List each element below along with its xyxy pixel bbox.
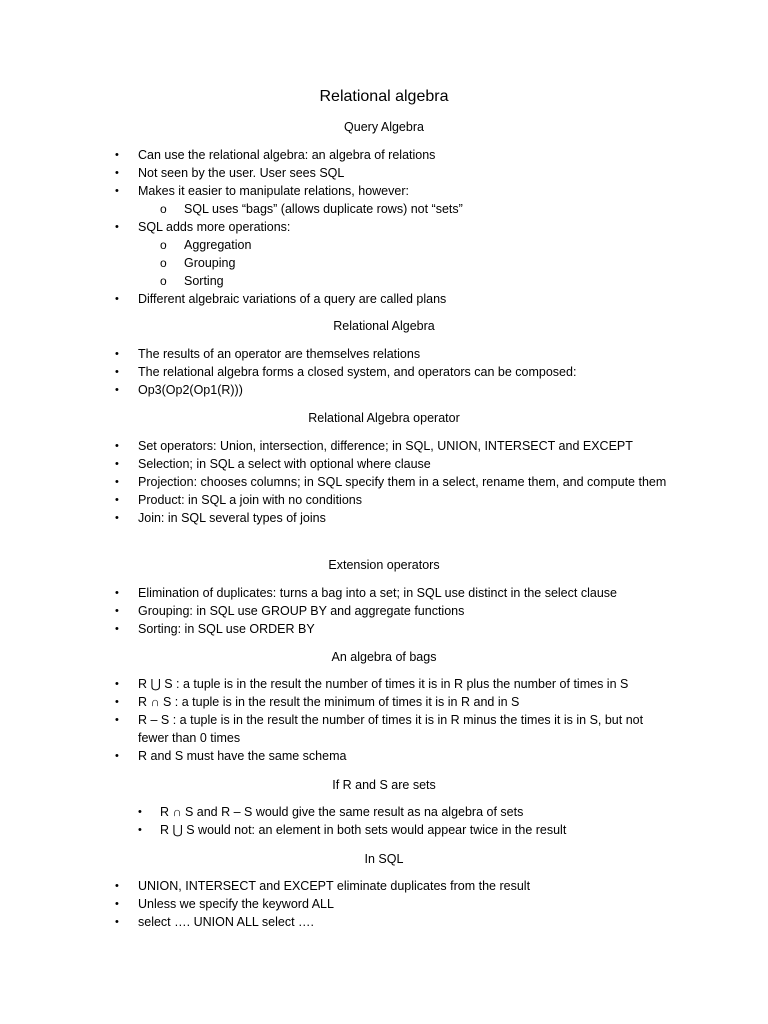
page-title: Relational algebra [319, 88, 449, 105]
list-item-text: R ⋃ S would not: an element in both sets would appear twice in the result [160, 823, 567, 837]
list-item [0, 146, 768, 164]
section-heading: Relational Algebra operator [308, 411, 460, 425]
list-item [0, 509, 768, 527]
bullet-icon: • [138, 824, 142, 836]
list-item [0, 821, 768, 839]
section-heading: Relational Algebra [333, 319, 435, 333]
list-item-text: select …. UNION ALL select …. [138, 915, 314, 929]
bullet-icon: • [115, 167, 119, 179]
list-item-text: Op3(Op2(Op1(R))) [138, 383, 243, 397]
bullet-icon: • [115, 916, 119, 928]
bullet-icon: • [115, 750, 119, 762]
bullet-icon: • [115, 149, 119, 161]
list-item [0, 620, 768, 638]
list-item [0, 895, 768, 913]
bullet-icon: • [138, 806, 142, 818]
list-item [0, 877, 768, 895]
list-item-text: Makes it easier to manipulate relations, however: [138, 184, 409, 198]
bullet-list [0, 584, 768, 638]
list-item [0, 675, 768, 693]
list-item-text: Projection: chooses columns; in SQL specify them in a select, rename them, and compute them [138, 475, 667, 489]
bullet-icon: • [115, 185, 119, 197]
sub-list-item [0, 200, 768, 218]
bullet-icon: • [115, 880, 119, 892]
list-item-text: Product: in SQL a join with no conditions [138, 493, 362, 507]
list-item [0, 693, 768, 711]
list-item [0, 473, 768, 491]
list-item-text: Join: in SQL several types of joins [138, 511, 326, 525]
list-item [0, 290, 768, 308]
list-item-text: Unless we specify the keyword ALL [138, 897, 334, 911]
list-item [0, 381, 768, 399]
section-heading: If R and S are sets [332, 778, 436, 792]
list-item-text: Not seen by the user. User sees SQL [138, 166, 345, 180]
list-item [0, 345, 768, 363]
bullet-icon: • [115, 476, 119, 488]
bullet-icon: • [115, 384, 119, 396]
bullet-icon: • [115, 587, 119, 599]
bullet-list [0, 803, 768, 839]
sub-list-item [0, 272, 768, 290]
bullet-icon: • [115, 293, 119, 305]
circle-bullet-icon: o [160, 202, 167, 216]
list-item-text: SQL uses “bags” (allows duplicate rows) not “sets” [184, 202, 463, 216]
sub-list-item [0, 254, 768, 272]
bullet-icon: • [115, 366, 119, 378]
section-heading: In SQL [364, 852, 404, 866]
list-item [0, 747, 768, 765]
section-heading: Extension operators [328, 558, 440, 572]
bullet-icon: • [115, 898, 119, 910]
list-item-text: Sorting [184, 274, 224, 288]
list-item [0, 491, 768, 509]
bullet-icon: • [115, 458, 119, 470]
list-item-text: Grouping: in SQL use GROUP BY and aggregate functions [138, 604, 465, 618]
list-item [0, 363, 768, 381]
list-item [0, 584, 768, 602]
bullet-icon: • [115, 714, 119, 726]
list-item [0, 218, 768, 236]
bullet-icon: • [115, 494, 119, 506]
circle-bullet-icon: o [160, 238, 167, 252]
list-item-text: R – S : a tuple is in the result the number of times it is in R minus the times it is in S, but not fewer than 0 times [138, 713, 644, 745]
list-item-text: Different algebraic variations of a query are called plans [138, 292, 447, 306]
bullet-icon: • [115, 348, 119, 360]
bullet-icon: • [115, 623, 119, 635]
list-item-text: The results of an operator are themselves relations [138, 347, 421, 361]
sub-list-item [0, 236, 768, 254]
list-item-text: The relational algebra forms a closed system, and operators can be composed: [138, 365, 577, 379]
bullet-list [0, 675, 768, 765]
list-item-text: Selection; in SQL a select with optional where clause [138, 457, 431, 471]
list-item [0, 602, 768, 620]
bullet-icon: • [115, 605, 119, 617]
bullet-icon: • [115, 440, 119, 452]
bullet-icon: • [115, 221, 119, 233]
list-item-text: Grouping [184, 256, 236, 270]
list-item-text: Can use the relational algebra: an algebra of relations [138, 148, 436, 162]
bullet-list [0, 345, 768, 399]
list-item-text: UNION, INTERSECT and EXCEPT eliminate duplicates from the result [138, 879, 531, 893]
list-item [0, 455, 768, 473]
bullet-list [0, 146, 768, 308]
bullet-list [0, 437, 768, 527]
bullet-icon: • [115, 678, 119, 690]
list-item-text: Elimination of duplicates: turns a bag into a set; in SQL use distinct in the select clause [138, 586, 617, 600]
list-item [0, 803, 768, 821]
list-item-text: R and S must have the same schema [138, 749, 347, 763]
section-heading: An algebra of bags [331, 650, 437, 664]
list-item-text: R ⋃ S : a tuple is in the result the number of times it is in R plus the number of times in S [138, 677, 629, 691]
list-item [0, 182, 768, 200]
list-item [0, 913, 768, 931]
list-item [0, 164, 768, 182]
list-item [0, 437, 768, 455]
list-item [0, 711, 768, 747]
list-item-text: Aggregation [184, 238, 252, 252]
bullet-icon: • [115, 696, 119, 708]
list-item-text: SQL adds more operations: [138, 220, 291, 234]
list-item-text: Sorting: in SQL use ORDER BY [138, 622, 315, 636]
list-item-text: R ∩ S and R – S would give the same result as na algebra of sets [160, 805, 524, 819]
list-item-text: R ∩ S : a tuple is in the result the minimum of times it is in R and in S [138, 695, 520, 709]
circle-bullet-icon: o [160, 274, 167, 288]
bullet-icon: • [115, 512, 119, 524]
list-item-text: Set operators: Union, intersection, difference; in SQL, UNION, INTERSECT and EXCEPT [138, 439, 633, 453]
bullet-list [0, 877, 768, 931]
circle-bullet-icon: o [160, 256, 167, 270]
section-heading: Query Algebra [344, 120, 424, 134]
